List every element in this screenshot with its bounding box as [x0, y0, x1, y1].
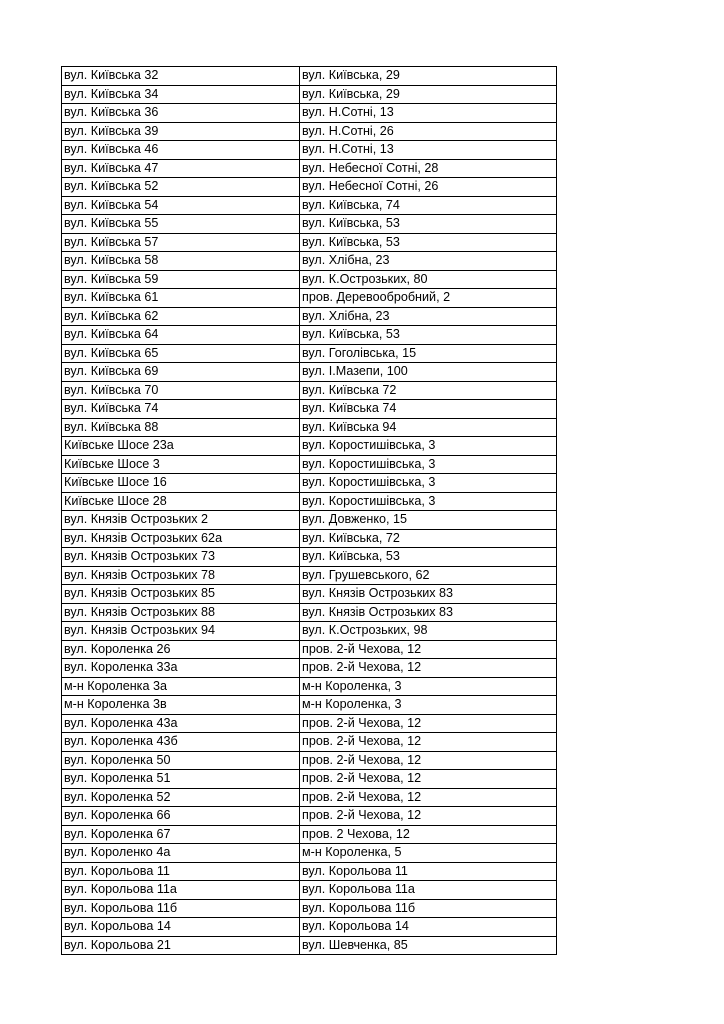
- address-cell: вул. Київська 62: [62, 307, 300, 326]
- reference-address-cell: вул. Довженко, 15: [300, 511, 557, 530]
- reference-address-cell: пров. 2-й Чехова, 12: [300, 640, 557, 659]
- table-row: [62, 289, 557, 308]
- table-row: [62, 363, 557, 382]
- table-row: [62, 455, 557, 474]
- table-row: [62, 233, 557, 252]
- address-cell: вул. Київська 32: [62, 67, 300, 86]
- reference-address-cell: вул. Київська 72: [300, 381, 557, 400]
- address-cell: вул. Київська 39: [62, 122, 300, 141]
- table-row: [62, 141, 557, 160]
- reference-address-cell: пров. 2-й Чехова, 12: [300, 807, 557, 826]
- address-cell: вул. Князів Острозьких 88: [62, 603, 300, 622]
- table-row: [62, 437, 557, 456]
- address-cell: вул. Князів Острозьких 62а: [62, 529, 300, 548]
- reference-address-cell: вул. Князів Острозьких 83: [300, 585, 557, 604]
- table-row: [62, 807, 557, 826]
- table-row: [62, 122, 557, 141]
- table-row: [62, 899, 557, 918]
- address-table: [61, 66, 557, 955]
- reference-address-cell: пров. 2-й Чехова, 12: [300, 659, 557, 678]
- table-row: [62, 566, 557, 585]
- address-cell: вул. Князів Острозьких 2: [62, 511, 300, 530]
- table-row: [62, 159, 557, 178]
- reference-address-cell: вул. К.Острозьких, 80: [300, 270, 557, 289]
- table-row: [62, 881, 557, 900]
- address-cell: вул. Короленка 43б: [62, 733, 300, 752]
- document-page: [61, 66, 556, 955]
- reference-address-cell: вул. Князів Острозьких 83: [300, 603, 557, 622]
- reference-address-cell: вул. Хлібна, 23: [300, 252, 557, 271]
- reference-address-cell: пров. Деревообробний, 2: [300, 289, 557, 308]
- table-row: [62, 270, 557, 289]
- table-row: [62, 585, 557, 604]
- reference-address-cell: вул. Хлібна, 23: [300, 307, 557, 326]
- table-row: [62, 307, 557, 326]
- table-row: [62, 418, 557, 437]
- address-cell: вул. Князів Острозьких 94: [62, 622, 300, 641]
- reference-address-cell: пров. 2-й Чехова, 12: [300, 714, 557, 733]
- table-row: [62, 400, 557, 419]
- reference-address-cell: пров. 2 Чехова, 12: [300, 825, 557, 844]
- table-row: [62, 196, 557, 215]
- reference-address-cell: пров. 2-й Чехова, 12: [300, 733, 557, 752]
- table-row: [62, 104, 557, 123]
- table-row: [62, 326, 557, 345]
- table-row: [62, 659, 557, 678]
- address-cell: вул. Київська 64: [62, 326, 300, 345]
- table-row: [62, 936, 557, 955]
- reference-address-cell: вул. Гоголівська, 15: [300, 344, 557, 363]
- table-row: [62, 548, 557, 567]
- reference-address-cell: вул. Київська 94: [300, 418, 557, 437]
- table-row: [62, 252, 557, 271]
- table-row: [62, 696, 557, 715]
- address-cell: м-н Короленка 3в: [62, 696, 300, 715]
- address-cell: вул. Київська 46: [62, 141, 300, 160]
- table-row: [62, 492, 557, 511]
- address-cell: вул. Київська 69: [62, 363, 300, 382]
- table-row: [62, 67, 557, 86]
- table-row: [62, 215, 557, 234]
- table-row: [62, 844, 557, 863]
- address-cell: вул. Князів Острозьких 73: [62, 548, 300, 567]
- reference-address-cell: вул. Н.Сотні, 13: [300, 104, 557, 123]
- address-cell: Київське Шосе 28: [62, 492, 300, 511]
- address-cell: вул. Короленка 67: [62, 825, 300, 844]
- address-cell: Київське Шосе 3: [62, 455, 300, 474]
- reference-address-cell: вул. Шевченка, 85: [300, 936, 557, 955]
- address-cell: вул. Корольова 14: [62, 918, 300, 937]
- table-row: [62, 640, 557, 659]
- address-cell: м-н Короленка 3а: [62, 677, 300, 696]
- table-row: [62, 825, 557, 844]
- address-cell: вул. Київська 54: [62, 196, 300, 215]
- address-cell: вул. Київська 74: [62, 400, 300, 419]
- table-row: [62, 714, 557, 733]
- table-row: [62, 344, 557, 363]
- reference-address-cell: вул. Київська, 53: [300, 215, 557, 234]
- address-cell: вул. Київська 61: [62, 289, 300, 308]
- reference-address-cell: вул. Корольова 14: [300, 918, 557, 937]
- reference-address-cell: вул. Київська 74: [300, 400, 557, 419]
- address-cell: вул. Короленка 33а: [62, 659, 300, 678]
- address-cell: вул. Корольова 21: [62, 936, 300, 955]
- address-cell: вул. Київська 88: [62, 418, 300, 437]
- table-row: [62, 85, 557, 104]
- reference-address-cell: м-н Короленка, 3: [300, 677, 557, 696]
- reference-address-cell: вул. Небесної Сотні, 28: [300, 159, 557, 178]
- reference-address-cell: пров. 2-й Чехова, 12: [300, 788, 557, 807]
- reference-address-cell: вул. Коростишівська, 3: [300, 437, 557, 456]
- table-row: [62, 770, 557, 789]
- address-cell: вул. Князів Острозьких 85: [62, 585, 300, 604]
- reference-address-cell: м-н Короленка, 5: [300, 844, 557, 863]
- address-cell: вул. Київська 57: [62, 233, 300, 252]
- reference-address-cell: пров. 2-й Чехова, 12: [300, 770, 557, 789]
- table-row: [62, 788, 557, 807]
- reference-address-cell: вул. Корольова 11а: [300, 881, 557, 900]
- table-row: [62, 622, 557, 641]
- address-cell: вул. Короленко 4а: [62, 844, 300, 863]
- table-row: [62, 474, 557, 493]
- reference-address-cell: вул. Корольова 11б: [300, 899, 557, 918]
- address-cell: вул. Короленка 66: [62, 807, 300, 826]
- reference-address-cell: вул. Київська, 72: [300, 529, 557, 548]
- address-cell: вул. Корольова 11б: [62, 899, 300, 918]
- table-row: [62, 381, 557, 400]
- reference-address-cell: вул. Коростишівська, 3: [300, 474, 557, 493]
- table-row: [62, 178, 557, 197]
- table-row: [62, 918, 557, 937]
- address-cell: Київське Шосе 23а: [62, 437, 300, 456]
- reference-address-cell: вул. Київська, 53: [300, 326, 557, 345]
- table-row: [62, 603, 557, 622]
- reference-address-cell: вул. Київська, 29: [300, 67, 557, 86]
- reference-address-cell: вул. Н.Сотні, 26: [300, 122, 557, 141]
- reference-address-cell: вул. К.Острозьких, 98: [300, 622, 557, 641]
- address-table-body: [62, 67, 557, 955]
- address-cell: вул. Короленка 52: [62, 788, 300, 807]
- table-row: [62, 862, 557, 881]
- address-cell: вул. Київська 34: [62, 85, 300, 104]
- reference-address-cell: вул. Київська, 53: [300, 548, 557, 567]
- address-cell: вул. Київська 58: [62, 252, 300, 271]
- address-cell: вул. Короленка 26: [62, 640, 300, 659]
- reference-address-cell: вул. Н.Сотні, 13: [300, 141, 557, 160]
- reference-address-cell: вул. Коростишівська, 3: [300, 455, 557, 474]
- reference-address-cell: пров. 2-й Чехова, 12: [300, 751, 557, 770]
- address-cell: вул. Короленка 51: [62, 770, 300, 789]
- address-cell: вул. Київська 70: [62, 381, 300, 400]
- table-row: [62, 751, 557, 770]
- table-row: [62, 511, 557, 530]
- reference-address-cell: вул. Корольова 11: [300, 862, 557, 881]
- address-cell: вул. Київська 47: [62, 159, 300, 178]
- reference-address-cell: вул. Коростишівська, 3: [300, 492, 557, 511]
- table-row: [62, 677, 557, 696]
- address-cell: вул. Короленка 43а: [62, 714, 300, 733]
- reference-address-cell: вул. І.Мазепи, 100: [300, 363, 557, 382]
- address-cell: вул. Корольова 11: [62, 862, 300, 881]
- address-cell: вул. Київська 36: [62, 104, 300, 123]
- address-cell: вул. Короленка 50: [62, 751, 300, 770]
- address-cell: вул. Київська 59: [62, 270, 300, 289]
- address-cell: вул. Київська 65: [62, 344, 300, 363]
- reference-address-cell: вул. Київська, 29: [300, 85, 557, 104]
- reference-address-cell: вул. Київська, 74: [300, 196, 557, 215]
- table-row: [62, 529, 557, 548]
- address-cell: вул. Корольова 11а: [62, 881, 300, 900]
- address-cell: вул. Князів Острозьких 78: [62, 566, 300, 585]
- address-cell: вул. Київська 52: [62, 178, 300, 197]
- reference-address-cell: вул. Київська, 53: [300, 233, 557, 252]
- reference-address-cell: м-н Короленка, 3: [300, 696, 557, 715]
- table-row: [62, 733, 557, 752]
- reference-address-cell: вул. Небесної Сотні, 26: [300, 178, 557, 197]
- reference-address-cell: вул. Грушевського, 62: [300, 566, 557, 585]
- address-cell: Київське Шосе 16: [62, 474, 300, 493]
- address-cell: вул. Київська 55: [62, 215, 300, 234]
